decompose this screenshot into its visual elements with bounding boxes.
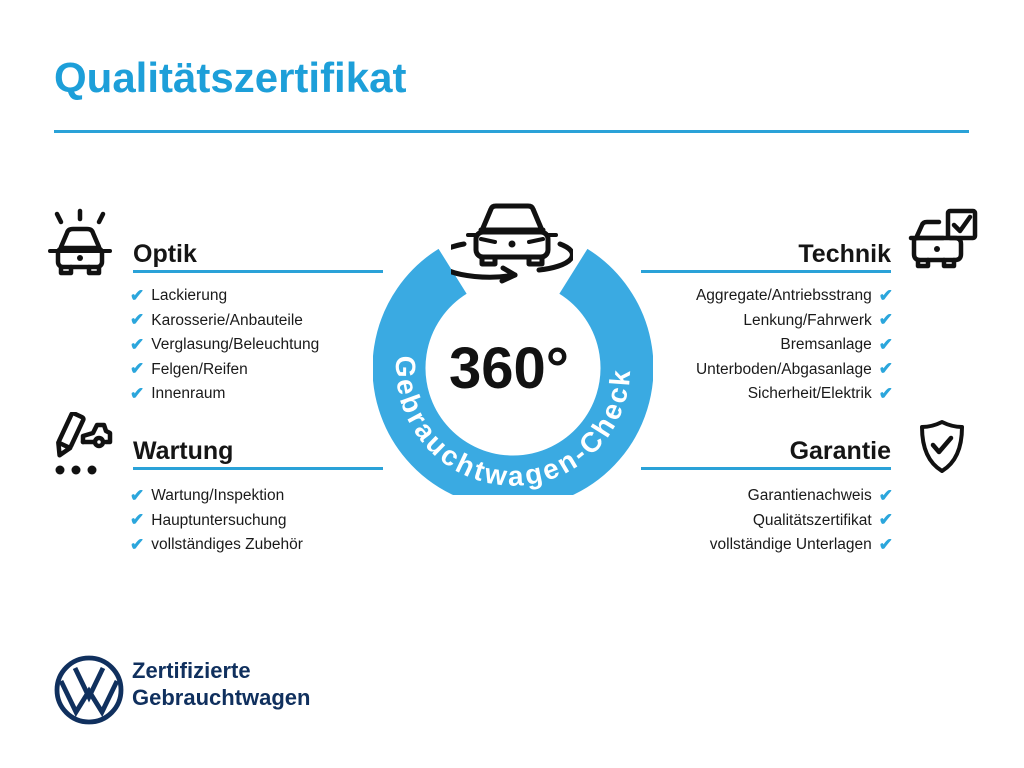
footer-claim-line2: Gebrauchtwagen [132, 685, 311, 710]
section-rule-optik [133, 270, 383, 273]
checklist-item: Aggregate/Antriebsstrang ✔ [695, 285, 893, 305]
section-rule-wartung [133, 467, 383, 470]
section-rule-garantie [641, 467, 891, 470]
vw-logo [54, 655, 124, 725]
checklist-garantie [583, 484, 893, 558]
check-icon: ✔ [130, 285, 145, 305]
check-icon: ✔ [878, 485, 893, 505]
sparkling-car-icon [46, 207, 114, 281]
check-icon: ✔ [878, 310, 893, 330]
section-title-wartung: Wartung [133, 437, 234, 465]
check-icon: ✔ [130, 359, 145, 379]
section-title-garantie: Garantie [789, 437, 891, 465]
section-rule-technik [641, 270, 891, 273]
shield-check-icon [916, 418, 968, 476]
check-icon: ✔ [130, 534, 145, 554]
checklist-item: Lenkung/Fahrwerk ✔ [743, 310, 893, 330]
check-icon: ✔ [130, 334, 145, 354]
title-divider [54, 130, 969, 133]
check-icon: ✔ [878, 383, 893, 403]
checklist-item: Garantienachweis ✔ [747, 485, 893, 505]
check-icon: ✔ [130, 383, 145, 403]
car-360-rotation-icon [451, 197, 573, 289]
check-icon: ✔ [878, 359, 893, 379]
checklist-item: ✔ Lackierung [130, 285, 228, 305]
car-checklist-icon [908, 208, 980, 278]
section-title-technik: Technik [798, 240, 891, 268]
footer-claim-line1: Zertifizierte [132, 658, 251, 683]
badge-value: 360° [449, 336, 569, 401]
checklist-item: ✔ vollständiges Zubehör [130, 534, 303, 554]
check-icon: ✔ [130, 485, 145, 505]
check-icon: ✔ [878, 510, 893, 530]
checklist-item: vollständige Unterlagen ✔ [709, 534, 893, 554]
footer-claim [132, 657, 310, 711]
badge-ring-label: Gebrauchtwagen-Check [389, 355, 637, 493]
check-icon: ✔ [878, 334, 893, 354]
checklist-item: ✔ Karosserie/Anbauteile [130, 310, 303, 330]
checklist-item: ✔ Verglasung/Beleuchtung [130, 334, 320, 354]
checklist-item: ✔ Felgen/Reifen [130, 359, 248, 379]
page-title: Qualitätszertifikat [54, 54, 407, 101]
checklist-wartung [130, 484, 440, 558]
checklist-item: Bremsanlage ✔ [780, 334, 893, 354]
check-icon: ✔ [130, 510, 145, 530]
service-record-icon [46, 412, 114, 478]
checklist-item: ✔ Wartung/Inspektion [130, 485, 285, 505]
checklist-item: Qualitätszertifikat ✔ [752, 510, 893, 530]
checklist-item: Unterboden/Abgasanlage ✔ [695, 359, 893, 379]
checklist-item: Sicherheit/Elektrik ✔ [747, 383, 893, 403]
check-icon: ✔ [878, 534, 893, 554]
check-icon: ✔ [878, 285, 893, 305]
section-title-optik: Optik [133, 240, 197, 268]
check-icon: ✔ [130, 310, 145, 330]
checklist-item: ✔ Hauptuntersuchung [130, 510, 287, 530]
checklist-item: ✔ Innenraum [130, 383, 226, 403]
